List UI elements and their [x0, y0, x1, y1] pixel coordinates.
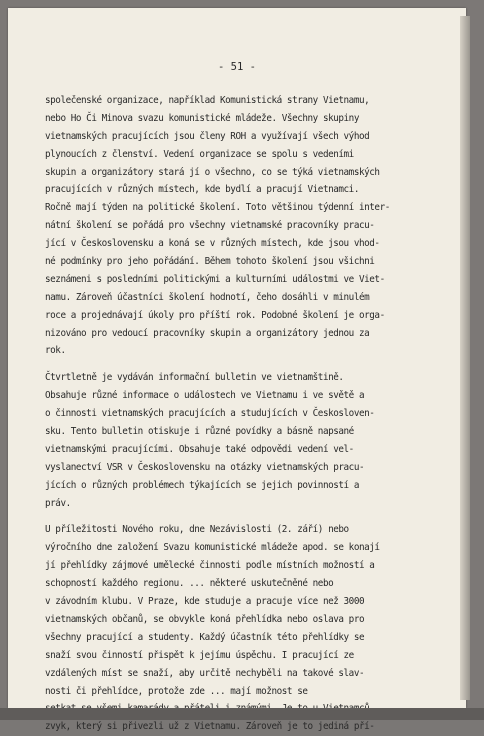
text-line: U příležitosti Nového roku, dne Nezávislosti (2. září) nebo	[45, 521, 445, 539]
text-line: nizováno pro vedoucí pracovníky skupin a organizátory jednou za	[45, 325, 445, 343]
text-line: jí přehlídky zájmové umělecké činnosti podle místních možností a	[45, 557, 445, 575]
text-line: pracujících v různých místech, kde bydlí a pracují Vietnamci.	[45, 181, 445, 199]
text-line: společenské organizace, například Komunistická strany Vietnamu,	[45, 92, 445, 110]
text-line: namu. Zároveň účastníci školení hodnotí, čeho dosáhli v minulém	[45, 289, 445, 307]
text-line: né podmínky pro jeho pořádání. Během tohoto školení jsou všichni	[45, 253, 445, 271]
text-line: seznámeni s posledními politickými a kulturními událostmi ve Viet-	[45, 271, 445, 289]
text-line: Čtvrtletně je vydáván informační bulletin ve vietnamštině.	[45, 369, 445, 387]
text-line: v závodním klubu. V Praze, kde studuje a pracuje více než 3000	[45, 593, 445, 611]
text-line: nosti či přehlídce, protože zde ... mají možnost se	[45, 683, 445, 701]
page-edge-shadow	[460, 16, 470, 700]
text-line: nebo Ho Či Minova svazu komunistické mládeže. Všechny skupiny	[45, 110, 445, 128]
scanner-bed-edge	[0, 708, 484, 720]
text-line: o činnosti vietnamských pracujících a studujících v Českosloven-	[45, 405, 445, 423]
text-line: sku. Tento bulletin otiskuje i různé povídky a básně napsané	[45, 423, 445, 441]
text-line: Obsahuje různé informace o událostech ve Vietnamu i ve světě a	[45, 387, 445, 405]
text-line: vietnamských pracujících jsou členy ROH a využívají všech výhod	[45, 128, 445, 146]
text-line: vyslanectví VSR v Československu na otázky vietnamských pracu-	[45, 459, 445, 477]
text-line: všechny pracující a studenty. Každý účastník této přehlídky se	[45, 629, 445, 647]
text-line: vietnamskými pracujícími. Obsahuje také odpovědi vedení vel-	[45, 441, 445, 459]
text-line: nátní školení se pořádá pro všechny vietnamské pracovníky pracu-	[45, 217, 445, 235]
text-line: schopností každého regionu. ... některé uskutečněné nebo	[45, 575, 445, 593]
text-line: práv.	[45, 495, 445, 513]
text-line: roce a projednávají úkoly pro příští rok. Podobné školení je orga-	[45, 307, 445, 325]
text-line: vietnamských občanů, se obvykle koná přehlídka nebo oslava pro	[45, 611, 445, 629]
text-line: setkat se všemi kamarády a přáteli i známými. Je to u Vietnamců	[45, 700, 445, 718]
paragraph-gap	[45, 512, 445, 521]
text-line	[45, 718, 445, 736]
text-line: Ročně mají týden na politické školení. Toto většinou týdenní inter-	[45, 199, 445, 217]
text-line: plynoucích z členství. Vedení organizace se spolu s vedeními	[45, 146, 445, 164]
text-line: jící v Československu a koná se v různých místech, kde jsou vhod-	[45, 235, 445, 253]
text-line: výročního dne založení Svazu komunistické mládeže apod. se konají	[45, 539, 445, 557]
paragraph	[45, 521, 445, 736]
text-line: jících o různých problémech týkajících se jejich povinností a	[45, 477, 445, 495]
paragraph	[45, 369, 445, 512]
text-line: skupin a organizátory stará jí o všechno, co se týká vietnamských	[45, 164, 445, 182]
text-line: vzdálených míst se snaží, aby určitě nechyběli na takové slav-	[45, 665, 445, 683]
document-page	[8, 8, 466, 708]
page-number: - 51 -	[8, 61, 466, 73]
paragraph	[45, 92, 445, 360]
body-text	[45, 92, 445, 736]
paragraph-gap	[45, 360, 445, 369]
text-line: snaží svou činností přispět k jejímu úspěchu. I pracující ze	[45, 647, 445, 665]
text-line: rok.	[45, 342, 445, 360]
